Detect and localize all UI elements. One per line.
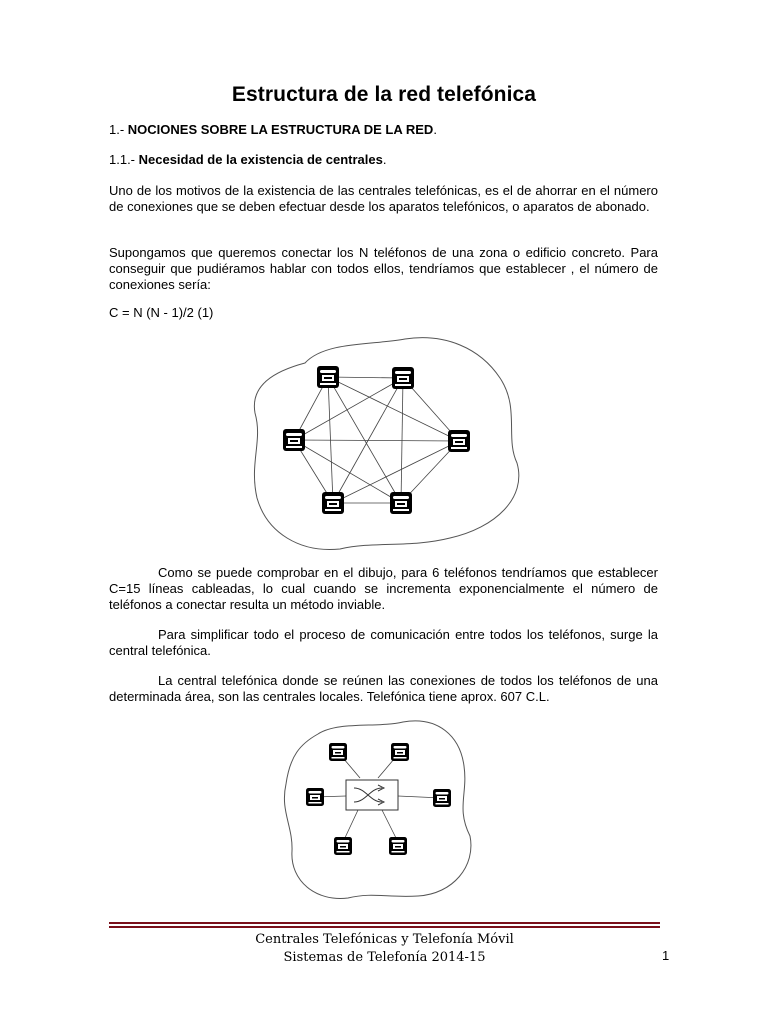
page-title: Estructura de la red telefónica [231, 83, 537, 106]
telephone-icon [334, 837, 352, 855]
section-end: . [382, 152, 387, 167]
telephone-icon [283, 429, 305, 451]
telephone-icon [306, 788, 324, 806]
switch-icon [346, 780, 398, 810]
footer-rule [109, 926, 660, 928]
telephone-icon [329, 743, 347, 761]
telephone-icon [317, 366, 339, 388]
paragraph-central: La central telefónica donde se reúnen las conexiones de todos los teléfonos de una determinada área, son las centrales locales. Telefónica tiene aprox. 607 C.L. [109, 673, 658, 704]
section-number: 1.- [109, 122, 128, 137]
page-number: 1 [662, 948, 670, 963]
star-network-figure [278, 716, 478, 902]
section-end: . [433, 122, 437, 137]
footer-course-title: Centrales Telefónicas y Telefonía Móvil [255, 932, 514, 947]
telephone-icon [392, 367, 414, 389]
paragraph-motivos: Uno de los motivos de la existencia de las centrales telefónicas, es el de ahorrar en el número de conexiones que se deben efectuar desde los aparatos telefónicos, o aparatos de abonado. [109, 183, 658, 214]
paragraph-supongamos: Supongamos que queremos conectar los N teléfonos de una zona o edificio concreto. Para conseguir que pudiéramos hablar con todos ellos, tendríamos que establecer , el número de conexiones sería: [109, 245, 658, 292]
mesh-links [294, 377, 459, 503]
footer-rule [109, 922, 660, 924]
footer-subject: Sistemas de Telefonía 2014-15 [283, 950, 486, 965]
paragraph-comprobar: Como se puede comprobar en el dibujo, para 6 teléfonos tendríamos que establecer C=15 líneas cableadas, lo cual cuando se incrementa exponencialmente el número de teléfonos a conectar resulta un método inviable. [109, 565, 658, 612]
section-heading-1 [109, 122, 437, 137]
mesh-network-figure [245, 333, 525, 555]
section-label: NOCIONES SOBRE LA ESTRUCTURA DE LA RED [127, 122, 434, 137]
telephone-icon [322, 492, 344, 514]
telephone-icon [391, 743, 409, 761]
telephone-icon [389, 837, 407, 855]
telephone-icon [390, 492, 412, 514]
telephone-icon [448, 430, 470, 452]
paragraph-simplificar: Para simplificar todo el proceso de comunicación entre todos los teléfonos, surge la central telefónica. [109, 627, 658, 658]
section-label: Necesidad de la existencia de centrales [138, 152, 383, 167]
section-heading-1-1 [109, 152, 387, 167]
formula: C = N (N - 1)/2 (1) [109, 305, 214, 320]
section-number: 1.1.- [109, 152, 139, 167]
telephone-icon [433, 789, 451, 807]
